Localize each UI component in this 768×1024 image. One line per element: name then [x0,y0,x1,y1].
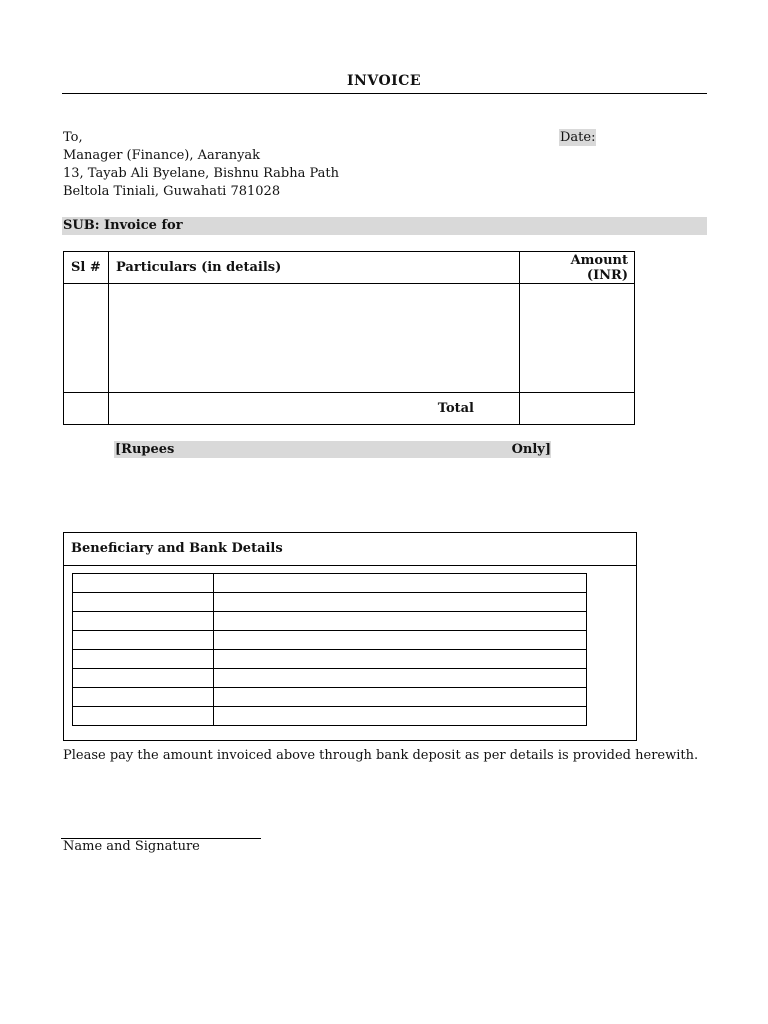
bank-row[interactable] [73,593,587,612]
sl-cell[interactable] [64,284,109,393]
bank-field-label[interactable] [73,650,214,669]
bank-row[interactable] [73,688,587,707]
items-header-row [64,252,635,284]
bank-field-value[interactable] [214,669,587,688]
bank-field-label[interactable] [73,612,214,631]
items-body-row[interactable] [64,284,635,393]
bank-field-label[interactable] [73,631,214,650]
bank-field-value[interactable] [214,631,587,650]
bank-row[interactable] [73,707,587,726]
bank-row[interactable] [73,650,587,669]
amount-in-words[interactable] [114,441,551,458]
bank-row[interactable] [73,631,587,650]
bank-details-divider [64,565,636,566]
total-label: Total [109,393,520,425]
total-row [64,393,635,425]
rupees-suffix: Only] [511,442,551,457]
payment-note: Please pay the amount invoiced above through bank deposit as per details is provided herewith. [63,748,699,763]
title-underline [62,93,707,94]
bank-details-box [63,532,637,741]
total-sl-cell [64,393,109,425]
bank-row[interactable] [73,612,587,631]
col-header-sl: Sl # [64,252,109,284]
address-line: 13, Tayab Ali Byelane, Bishnu Rabha Path [63,166,339,181]
bank-field-label[interactable] [73,707,214,726]
bank-details-title: Beneficiary and Bank Details [71,541,283,556]
bank-field-value[interactable] [214,593,587,612]
date-field[interactable]: Date: [560,130,596,145]
bank-row[interactable] [73,574,587,593]
items-table [63,251,635,425]
bank-details-table [72,573,587,726]
col-header-amount: Amount (INR) [520,252,635,284]
col-header-particulars: Particulars (in details) [109,252,520,284]
invoice-title: INVOICE [346,73,422,89]
signature-label: Name and Signature [63,839,200,854]
subject-text: SUB: Invoice for [63,218,183,233]
bank-field-value[interactable] [214,574,587,593]
address-line: Beltola Tiniali, Guwahati 781028 [63,184,281,199]
bank-field-label[interactable] [73,593,214,612]
bank-field-value[interactable] [214,707,587,726]
bank-field-value[interactable] [214,650,587,669]
amount-cell[interactable] [520,284,635,393]
bank-row[interactable] [73,669,587,688]
bank-field-label[interactable] [73,669,214,688]
recipient-address [63,129,339,201]
address-line: Manager (Finance), Aaranyak [63,148,261,163]
bank-field-value[interactable] [214,612,587,631]
particulars-cell[interactable] [109,284,520,393]
subject-line[interactable] [62,217,707,235]
bank-field-label[interactable] [73,574,214,593]
rupees-prefix: [Rupees [115,442,175,457]
address-line: To, [63,130,83,145]
bank-field-value[interactable] [214,688,587,707]
bank-field-label[interactable] [73,688,214,707]
total-amount-cell[interactable] [520,393,635,425]
